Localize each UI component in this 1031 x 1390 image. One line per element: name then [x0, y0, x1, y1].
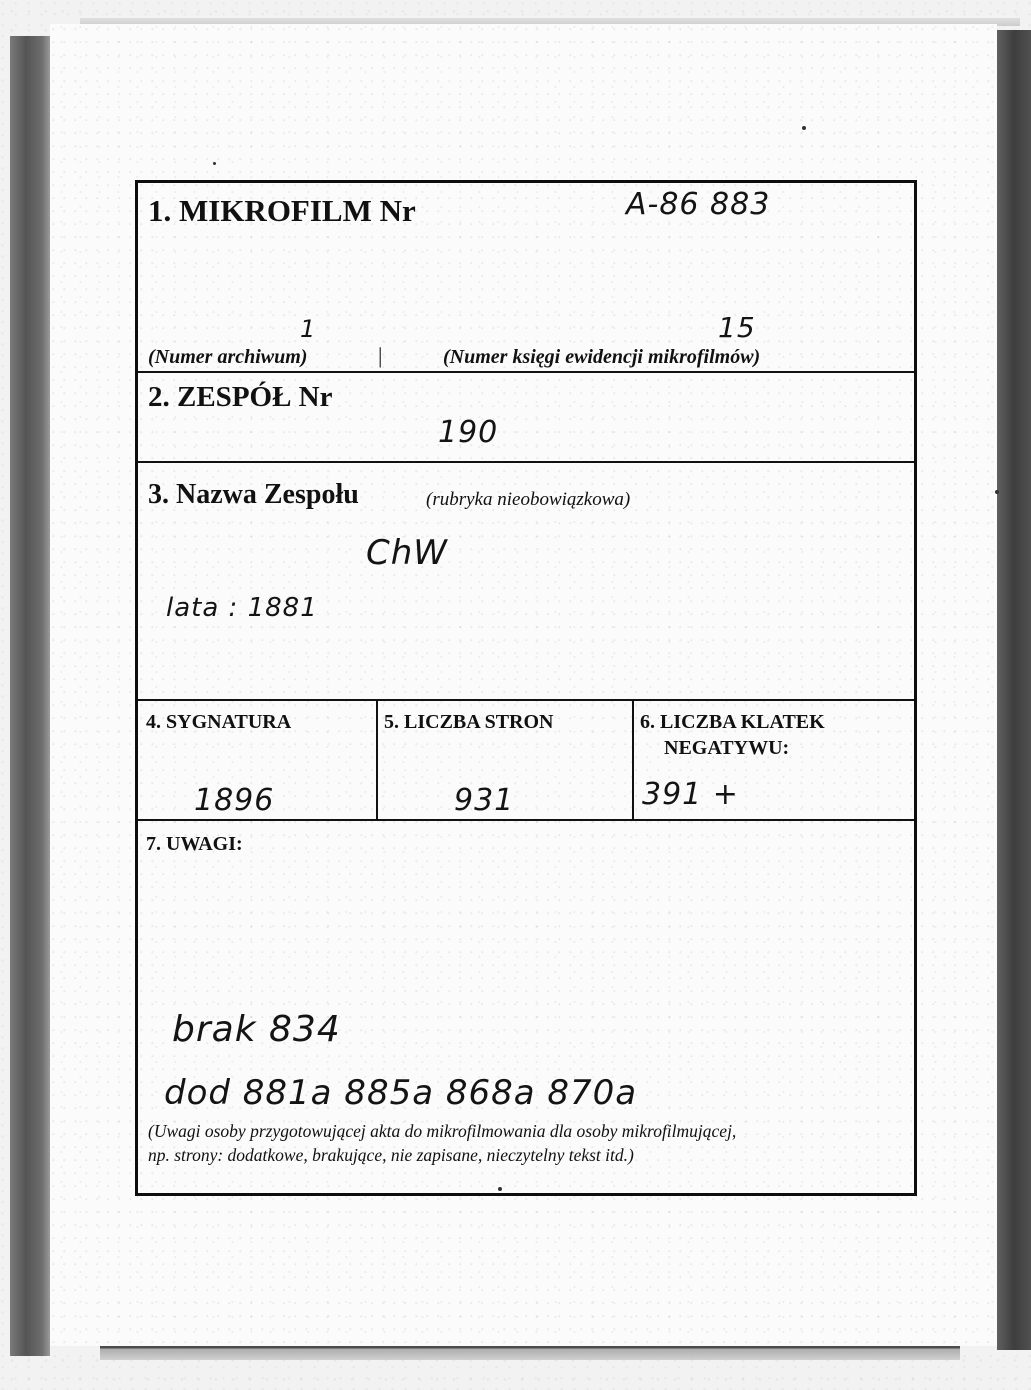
uwagi-heading: 7. UWAGI: [146, 833, 243, 855]
liczba-klatek-heading-line1: 6. LICZBA KLATEK [640, 711, 825, 733]
section-details-row [138, 701, 914, 821]
liczba-stron-cell [378, 701, 634, 819]
mikrofilm-number-value: A-86 883 [626, 187, 771, 222]
archive-number-label: (Numer archiwum) [148, 346, 308, 368]
optional-field-note: (rubryka nieobowiązkowa) [426, 489, 631, 510]
film-edge-bottom [100, 1346, 960, 1360]
section-mikrofilm [138, 183, 914, 373]
sygnatura-cell [138, 701, 378, 819]
nazwa-zespolu-value: ChW [366, 533, 448, 573]
sygnatura-value: 1896 [194, 783, 275, 818]
liczba-stron-heading: 5. LICZBA STRON [384, 711, 554, 733]
film-strip-right [997, 30, 1031, 1350]
liczba-klatek-cell [634, 701, 914, 819]
mikrofilm-heading: 1. MIKROFILM Nr [148, 193, 416, 228]
nazwa-zespolu-heading: 3. Nazwa Zespołu [148, 479, 359, 510]
dust-speck [213, 162, 216, 165]
register-number-label: (Numer księgi ewidencji mikrofilmów) [443, 346, 761, 368]
dust-speck [802, 126, 806, 130]
section-uwagi [138, 821, 914, 1193]
dust-speck [995, 490, 999, 494]
years-value: lata : 1881 [166, 593, 318, 623]
register-number-value: 15 [718, 311, 756, 344]
zespol-number-value: 190 [438, 415, 499, 450]
archive-number-value: 1 [300, 315, 317, 343]
uwagi-missing-pages: brak 834 [172, 1009, 341, 1050]
section-nazwa-zespolu [138, 463, 914, 701]
zespol-heading: 2. ZESPÓŁ Nr [148, 381, 333, 413]
film-strip-left [10, 36, 50, 1356]
label-separator: | [378, 343, 383, 368]
liczba-klatek-heading-line2: NEGATYWU: [664, 737, 790, 759]
microfilm-form [135, 180, 917, 1196]
section-zespol-nr [138, 373, 914, 463]
uwagi-instructions-line2: np. strony: dodatkowe, brakujące, nie zapisane, nieczytelny tekst itd.) [148, 1145, 634, 1165]
uwagi-additional-pages: dod 881a 885a 868a 870a [164, 1073, 638, 1113]
uwagi-instructions-line1: (Uwagi osoby przygotowującej akta do mikrofilmowania dla osoby mikrofilmującej, [148, 1121, 737, 1141]
liczba-klatek-value: 391 + [642, 777, 739, 812]
sygnatura-heading: 4. SYGNATURA [146, 711, 292, 733]
liczba-stron-value: 931 [454, 783, 515, 818]
